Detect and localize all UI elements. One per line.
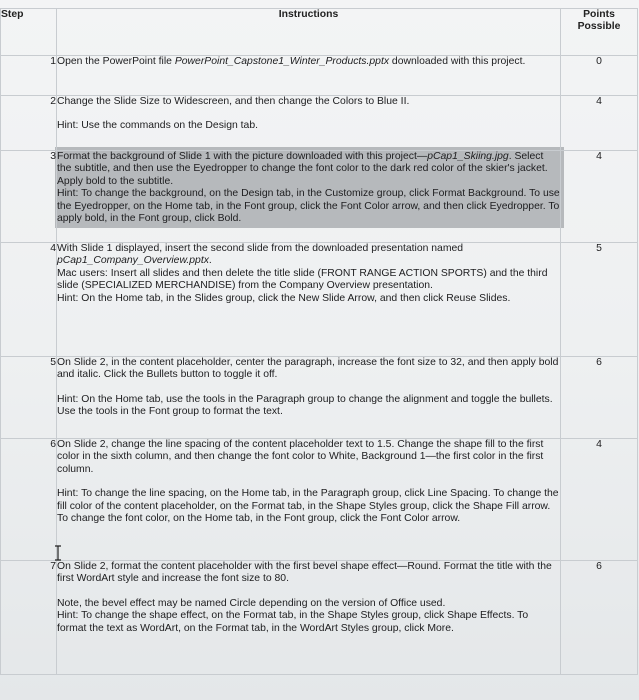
instructions-table: [0, 8, 638, 675]
points-value: 5: [561, 243, 638, 357]
step-number: 4: [1, 243, 57, 357]
instruction-cell: [57, 439, 561, 561]
points-value: 6: [561, 357, 638, 439]
header-points-possible: [561, 9, 638, 56]
step-number: 6: [1, 439, 57, 561]
table-row: [1, 561, 638, 675]
step-number: 2: [1, 96, 57, 151]
text-cursor-icon: [52, 545, 64, 561]
hint-text: Hint: On the Home tab, use the tools in the Paragraph group to change the alignment and toggle the bullets. Use the tools in the Font group to format the text.: [57, 393, 553, 418]
instruction-text: Format the background of Slide 1 with the picture downloaded with this project—pCap1_Skiing.jpg. Select the subtitle, and then use the Eyedropper to change the font color to the dark red color of the skier's jacket. Apply bold to the subtitle.: [57, 151, 548, 187]
step-number: 3: [1, 151, 57, 243]
instruction-text: Open the PowerPoint file PowerPoint_Capstone1_Winter_Products.pptx downloaded with this project.: [57, 56, 526, 67]
hint-text: Hint: To change the line spacing, on the Home tab, in the Paragraph group, click Line Spacing. To change the fill color of the content placeholder, on the Format tab, in the Shape Styles group, click the Shape Fill arrow. To change the font color, on the Home tab, in the Font group, click the Font Color arrow.: [57, 488, 559, 525]
table-row: [1, 96, 638, 151]
table-row: [1, 56, 638, 96]
mac-note-text: Mac users: Insert all slides and then delete the title slide (FRONT RANGE ACTION SPORTS) and the third slide (SPECIALIZED MERCHANDISE) from the Company Overview presentation.: [57, 267, 548, 292]
header-step: Step: [1, 9, 57, 56]
step-number: 7: [1, 561, 57, 675]
instruction-cell: [57, 243, 561, 357]
file-name: pCap1_Company_Overview.pptx: [57, 255, 209, 267]
points-value: 4: [561, 439, 638, 561]
hint-text: Hint: On the Home tab, in the Slides group, click the New Slide Arrow, and then click Reuse Slides.: [57, 292, 511, 304]
file-name: PowerPoint_Capstone1_Winter_Products.pptx: [174, 56, 390, 67]
file-name: pCap1_Skiing.jpg: [427, 151, 509, 162]
instruction-cell: [57, 96, 561, 151]
header-instructions: Instructions: [57, 9, 561, 56]
instruction-text: On Slide 2, in the content placeholder, center the paragraph, increase the font size to 32, and then apply bold and italic. Click the Bullets button to toggle it off.: [57, 357, 559, 381]
selected-text-highlight[interactable]: [55, 147, 564, 228]
step-number: 5: [1, 357, 57, 439]
points-value: 4: [561, 96, 638, 151]
header-points-line2: Possible: [577, 21, 621, 33]
table-row: [1, 243, 638, 357]
instruction-text: On Slide 2, format the content placeholder with the first bevel shape effect—Round. Format the title with the first WordArt style and increase the font size to 80.: [57, 561, 552, 585]
hint-text: Hint: Use the commands on the Design tab.: [57, 120, 258, 132]
header-points-line1: Points: [583, 9, 615, 20]
points-value: 6: [561, 561, 638, 675]
step-number: 1: [1, 56, 57, 96]
instruction-cell: [57, 151, 561, 243]
instruction-text: With Slide 1 displayed, insert the second slide from the downloaded presentation named pCap1_Company_Overview.pptx.: [57, 243, 464, 267]
instruction-cell: [57, 561, 561, 675]
instruction-text: On Slide 2, change the line spacing of the content placeholder text to 1.5. Change the shape fill to the first color in the sixth column, and then change the font color to White, Background 1—the first color in the first column.: [57, 439, 544, 475]
points-value: 0: [561, 56, 638, 96]
note-text: Note, the bevel effect may be named Circle depending on the version of Office used.: [57, 597, 446, 609]
instruction-cell: [57, 357, 561, 439]
table-header-row: [1, 9, 638, 56]
instruction-text: Change the Slide Size to Widescreen, and then change the Colors to Blue II.: [57, 96, 410, 107]
hint-text: Hint: To change the background, on the Design tab, in the Customize group, click Format Background. To use the Eyedropper, on the Home tab, in the Font group, click the Font Color arrow, and then click Eyedropper. To apply bold, in the Font group, click Bold.: [57, 188, 560, 225]
table-row: [1, 357, 638, 439]
hint-text: Hint: To change the shape effect, on the Format tab, in the Shape Styles group, click Shape Effects. To format the text as WordArt, on the Format tab, in the WordArt Styles group, click More.: [57, 610, 529, 634]
instruction-cell: [57, 56, 561, 96]
points-value: 4: [561, 151, 638, 243]
table-row: [1, 439, 638, 561]
table-row: [1, 151, 638, 243]
